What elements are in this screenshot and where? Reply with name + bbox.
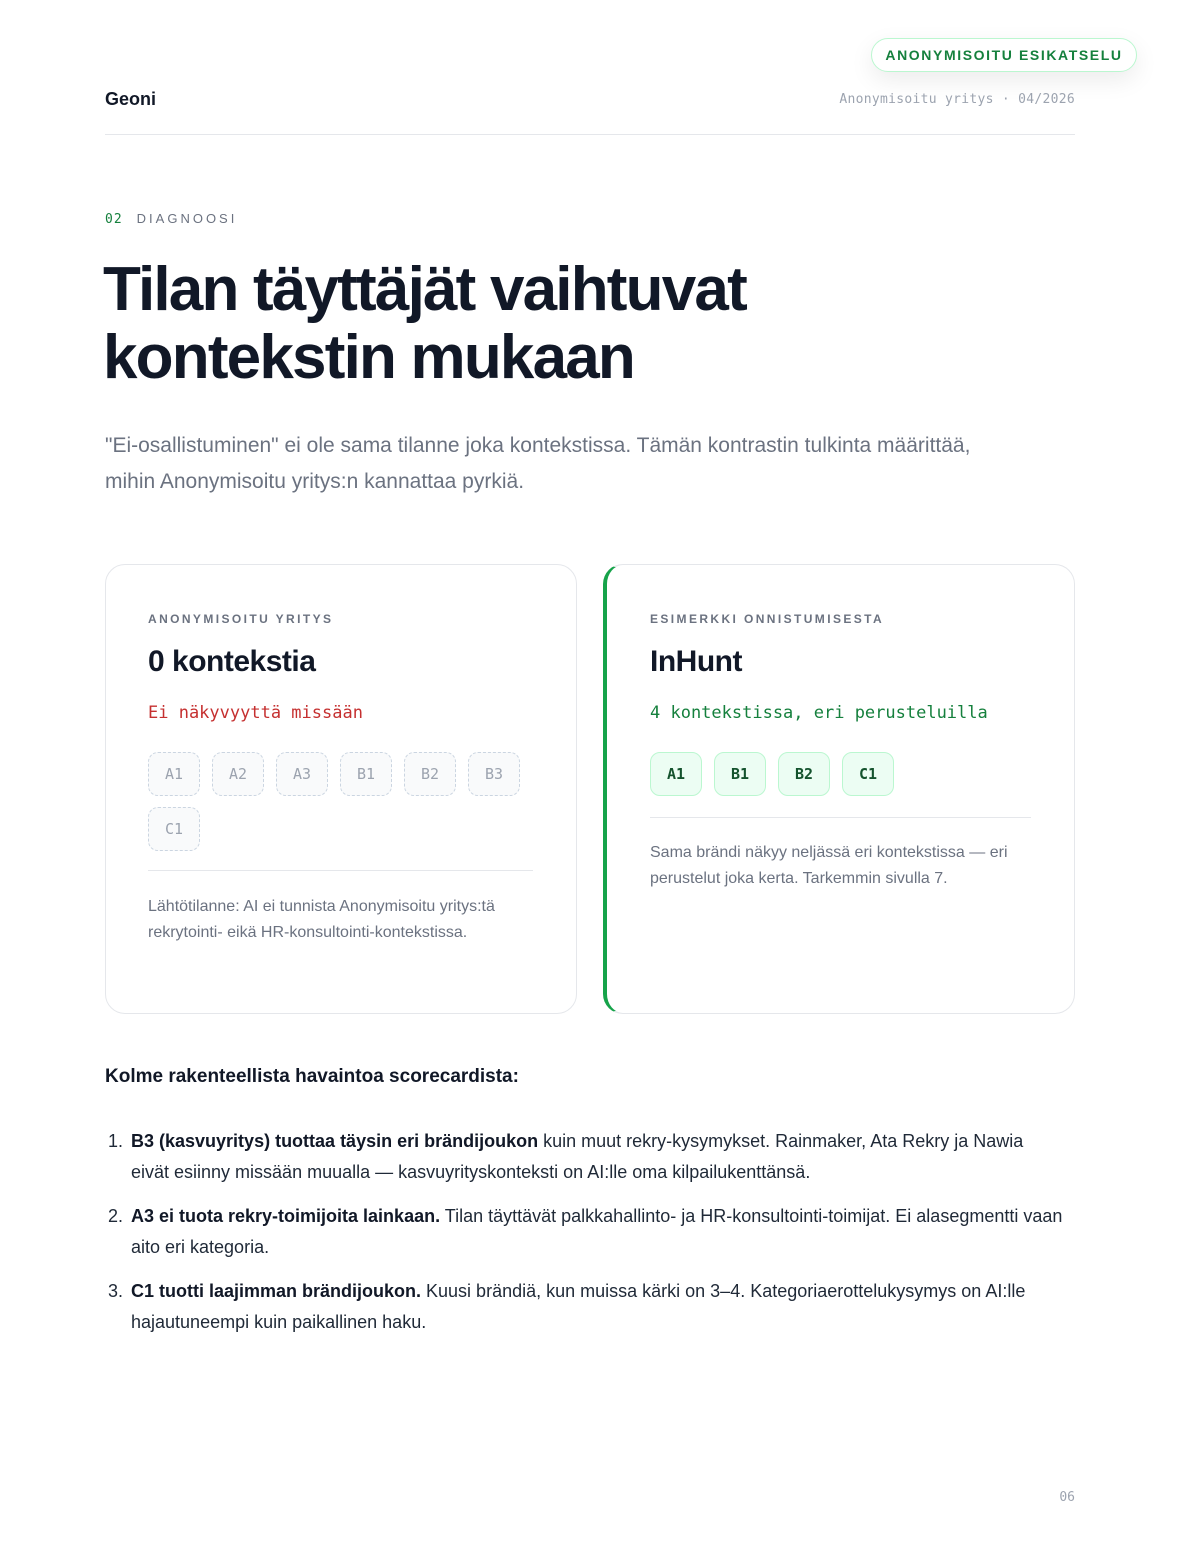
- list-item-lead: A3 ei tuota rekry-toimijoita lainkaan.: [131, 1206, 441, 1226]
- company-card-divider: [148, 870, 533, 871]
- list-item-number: 1.: [108, 1131, 124, 1151]
- context-chip: B2: [778, 752, 830, 796]
- context-chip: A1: [148, 752, 200, 796]
- brand-name: Geoni: [105, 89, 157, 109]
- observations-heading: Kolme rakenteellista havaintoa scorecardista:: [105, 1066, 519, 1087]
- example-card-status: 4 kontekstissa, eri perusteluilla: [650, 703, 988, 723]
- context-chip: B1: [714, 752, 766, 796]
- page-title-line-1: Tilan täyttäjät vaihtuvat: [103, 255, 746, 324]
- example-card-eyebrow: ESIMERKKI ONNISTUMISESTA: [650, 612, 885, 626]
- list-item-text: Kuusi brändiä, kun muissa kärki on 3–4. Kategoriaerottelukysymys on AI:lle hajautuneempi kuin paikallinen haku.: [131, 1281, 1026, 1332]
- observations-list: [105, 1126, 1065, 1351]
- context-chip: C1: [842, 752, 894, 796]
- page-number: 06: [1059, 1490, 1075, 1505]
- lede-paragraph: "Ei-osallistuminen" ei ole sama tilanne joka kontekstissa. Tämän kontrastin tulkinta määrittää, mihin Anonymisoitu yritys:n kannattaa pyrkiä.: [105, 434, 971, 493]
- company-card-eyebrow: ANONYMISOITU YRITYS: [148, 612, 334, 626]
- list-item-lead: B3 (kasvuyritys) tuottaa täysin eri brändijoukon: [131, 1131, 539, 1151]
- context-chip: A2: [212, 752, 264, 796]
- company-card-status: Ei näkyvyyttä missään: [148, 703, 363, 723]
- header-meta: Anonymisoitu yritys · 04/2026: [839, 92, 1075, 107]
- list-item-lead: C1 tuotti laajimman brändijoukon.: [131, 1281, 422, 1301]
- context-chip: B2: [404, 752, 456, 796]
- company-context-chips: [148, 752, 538, 851]
- context-chip: A1: [650, 752, 702, 796]
- list-item-number: 2.: [108, 1206, 124, 1226]
- list-item: [105, 1276, 1065, 1338]
- list-item-text: Tilan täyttävät palkkahallinto- ja HR-konsultointi-toimijat. Ei alasegmentti vaan aito eri kategoria.: [131, 1206, 1063, 1257]
- context-chip: B1: [340, 752, 392, 796]
- context-chip: C1: [148, 807, 200, 851]
- page-title-line-2: kontekstin mukaan: [103, 323, 635, 392]
- header-divider: [105, 134, 1075, 135]
- section-label: [105, 211, 237, 227]
- section-title: DIAGNOOSI: [136, 211, 238, 226]
- context-chip: B3: [468, 752, 520, 796]
- example-card-note: Sama brändi näkyy neljässä eri kontekstissa — eri perustelut joka kerta. Tarkemmin sivulla 7.: [650, 844, 1008, 887]
- company-card-note: Lähtötilanne: AI ei tunnista Anonymisoitu yritys:tä rekrytointi- eikä HR-konsultointi-kontekstissa.: [148, 898, 495, 941]
- list-item-text: kuin muut rekry-kysymykset. Rainmaker, Ata Rekry ja Nawia eivät esiinny missään muualla — kasvuyrityskonteksti on AI:lle oma kilpailukenttänsä.: [131, 1131, 1024, 1182]
- example-card-divider: [650, 817, 1031, 818]
- list-item: [105, 1201, 1065, 1263]
- company-card: [105, 564, 577, 1014]
- section-number: 02: [105, 212, 123, 227]
- company-card-value: 0 kontekstia: [148, 645, 316, 678]
- page-title: [103, 256, 1003, 392]
- list-item-number: 3.: [108, 1281, 124, 1301]
- example-card-value: InHunt: [650, 645, 742, 678]
- context-chip: A3: [276, 752, 328, 796]
- list-item: [105, 1126, 1065, 1188]
- example-context-chips: [650, 752, 894, 796]
- example-card: [603, 564, 1075, 1014]
- preview-badge: ANONYMISOITU ESIKATSELU: [871, 38, 1137, 72]
